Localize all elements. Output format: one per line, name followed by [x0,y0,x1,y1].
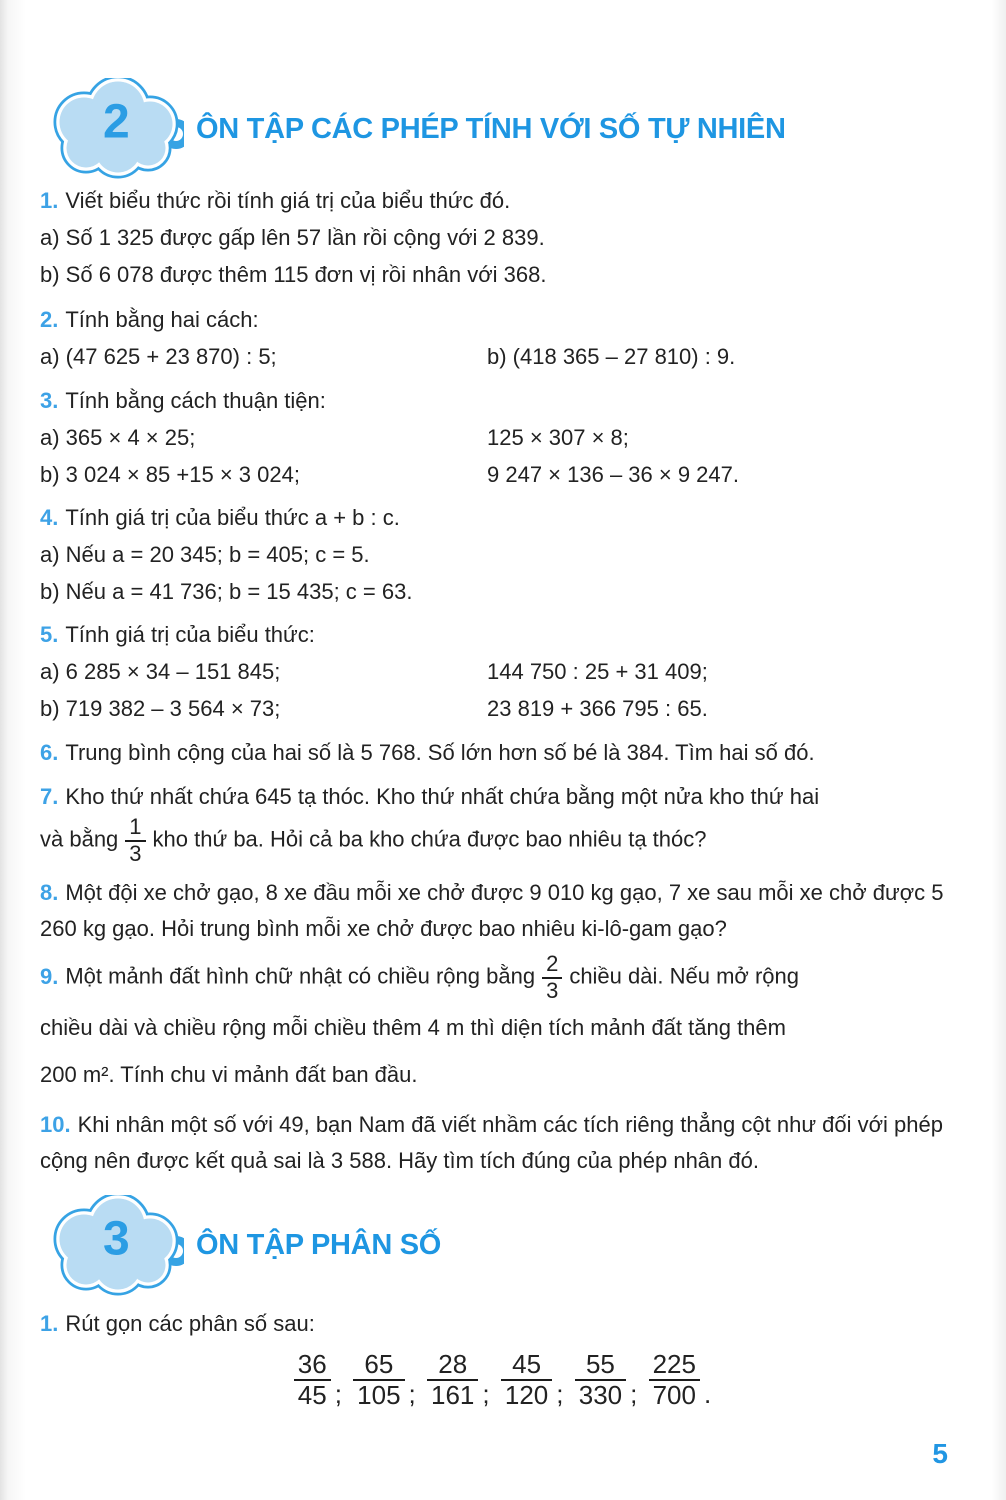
fraction-denominator: 3 [125,840,145,867]
fraction-numerator: 1 [129,814,142,839]
section-2-badge-number: 2 [102,95,130,149]
exercise-3-row-b [40,456,961,493]
exercise-5 [40,616,961,727]
fraction-45-120 [501,1350,552,1412]
fraction-numerator: 28 [438,1348,468,1379]
fraction-denominator: 330 [575,1379,626,1411]
exercise-number: 3. [40,388,59,413]
exercise-2-a: a) (47 625 + 23 870) : 5; [40,344,277,369]
fraction-28-161 [427,1350,478,1412]
fraction-separator: ; [630,1378,638,1409]
fraction-denominator: 105 [353,1379,404,1411]
fraction-225-700 [649,1350,700,1412]
fraction-denominator: 161 [427,1379,478,1411]
fraction-numerator: 65 [364,1348,394,1379]
exercise-number: 4. [40,505,59,530]
exercise-1-intro [40,182,961,219]
exercise-7 [40,778,961,866]
exercise-5-row-b [40,690,961,727]
exercise-3 [40,382,961,493]
section-2-title: ÔN TẬP CÁC PHÉP TÍNH VỚI SỐ TỰ NHIÊN [196,112,786,145]
exercise-text: Một mảnh đất hình chữ nhật có chiều rộng bằng [65,963,536,989]
exercise-text: Kho thứ nhất chứa 645 tạ thóc. Kho thứ nhất chứa bằng một nửa kho thứ hai [65,784,820,809]
exercise-number: 7. [40,784,59,809]
section-3-header [40,1195,961,1291]
exercise-9 [40,952,961,1097]
exercise-3-intro [40,382,961,419]
section-2-badge [40,78,184,174]
fraction-36-45 [294,1350,331,1412]
section-2-header [40,78,961,174]
exercise-text: Rút gọn các phân số sau: [65,1310,315,1336]
fraction-numerator: 36 [297,1348,327,1379]
section-3-exercise-1 [40,1305,961,1412]
exercise-number: 10. [40,1111,71,1137]
exercise-10-text [40,1107,961,1179]
exercise-number: 9. [40,963,59,989]
fraction-numerator: 45 [512,1348,542,1379]
exercise-1-a: a) Số 1 325 được gấp lên 57 lần rồi cộng với 2 839. [40,225,545,250]
exercise-4-b: b) Nếu a = 41 736; b = 15 435; c = 63. [40,579,413,604]
fraction-numerator: 2 [546,951,559,977]
exercise-text: Tính bằng cách thuận tiện: [65,388,326,413]
exercise-text: và bằng [40,826,119,852]
fraction-separator: ; [334,1378,342,1409]
page-edge-right [992,0,1006,1500]
exercise-5-a2: 144 750 : 25 + 31 409; [487,659,708,684]
exercise-text: Tính giá trị của biểu thức: [65,622,315,647]
exercise-number: 8. [40,880,59,906]
exercise-3-a1: a) 365 × 4 × 25; [40,425,196,450]
exercise-9-line3: 200 m². Tính chu vi mảnh đất ban đầu. [40,1061,418,1087]
exercise-4-intro [40,499,961,536]
exercise-text: Trung bình cộng của hai số là 5 768. Số lớn hơn số bé là 384. Tìm hai số đó. [65,740,815,765]
fraction-separator: . [703,1378,712,1409]
exercise-text: Viết biểu thức rồi tính giá trị của biểu thức đó. [65,188,511,213]
exercise-1-b: b) Số 6 078 được thêm 115 đơn vị rồi nhân với 368. [40,262,547,287]
exercise-text: Khi nhân một số với 49, bạn Nam đã viết nhầm các tích riêng thẳng cột như đối với phép cộng nên được kết quả sai là 3 588. Hãy tìm tích đúng của phép nhân đó. [40,1111,943,1173]
exercise-7-line1 [40,778,961,815]
fraction-list [40,1350,961,1412]
exercise-10 [40,1107,961,1179]
exercise-8 [40,875,961,947]
section-3-exercise-1-intro [40,1305,961,1342]
fraction-numerator: 225 [652,1348,696,1379]
fraction-65-105 [353,1350,404,1412]
exercise-text: chiều dài. Nếu mở rộng [569,963,799,989]
exercise-6-text [40,735,961,771]
fraction-denominator: 45 [294,1379,331,1411]
exercise-7-line2 [40,815,961,866]
section-3-title: ÔN TẬP PHÂN SỐ [196,1229,442,1261]
exercise-5-intro [40,616,961,653]
fraction-55-330 [575,1350,626,1412]
exercise-text: Tính bằng hai cách: [65,307,259,332]
exercise-5-b1: b) 719 382 – 3 564 × 73; [40,696,281,721]
section-3-badge-number: 3 [102,1212,130,1266]
fraction-separator: ; [408,1378,416,1409]
exercise-3-row-a [40,419,961,456]
exercise-9-line1 [40,952,961,1003]
exercise-3-a2: 125 × 307 × 8; [487,425,629,450]
fraction-denominator: 700 [649,1379,700,1411]
exercise-text: kho thứ ba. Hỏi cả ba kho chứa được bao nhiêu tạ thóc? [152,826,707,852]
exercise-8-text [40,875,961,947]
exercise-number: 2. [40,307,59,332]
exercise-5-row-a [40,653,961,690]
fraction-numerator: 55 [585,1348,615,1379]
exercise-number: 5. [40,622,59,647]
page-number: 5 [932,1438,948,1469]
page-content [40,78,961,1411]
fraction-denominator: 120 [501,1379,552,1411]
fraction-separator: ; [482,1378,490,1409]
exercise-2-intro [40,301,961,338]
fraction-separator: ; [556,1378,564,1409]
exercise-4 [40,499,961,610]
exercise-text: Một đội xe chở gạo, 8 xe đầu mỗi xe chở được 9 010 kg gạo, 7 xe sau mỗi xe chở được 5 260 kg gạo. Hỏi trung bình mỗi xe chở được bao nhiêu ki-lô-gam gạo? [40,880,944,942]
exercise-number: 6. [40,740,59,765]
exercise-6 [40,735,961,771]
exercise-number: 1. [40,188,59,213]
exercise-5-a1: a) 6 285 × 34 – 151 845; [40,659,281,684]
fraction-1-3 [125,815,145,866]
fraction-2-3 [542,952,562,1003]
exercise-2-row [40,338,961,375]
exercise-2 [40,301,961,375]
exercise-5-b2: 23 819 + 366 795 : 65. [487,696,708,721]
exercise-3-b1: b) 3 024 × 85 +15 × 3 024; [40,462,300,487]
exercise-4-a: a) Nếu a = 20 345; b = 405; c = 5. [40,542,370,567]
exercise-2-b: b) (418 365 – 27 810) : 9. [487,344,736,369]
exercise-number: 1. [40,1310,59,1336]
exercise-text: Tính giá trị của biểu thức a + b : c. [65,505,400,530]
exercise-9-line2: chiều dài và chiều rộng mỗi chiều thêm 4 m thì diện tích mảnh đất tăng thêm [40,1014,786,1040]
exercise-3-b2: 9 247 × 136 – 36 × 9 247. [487,462,740,487]
page-edge-left [0,0,26,1500]
exercise-1 [40,182,961,293]
fraction-denominator: 3 [542,977,562,1004]
section-3-badge [40,1195,184,1291]
